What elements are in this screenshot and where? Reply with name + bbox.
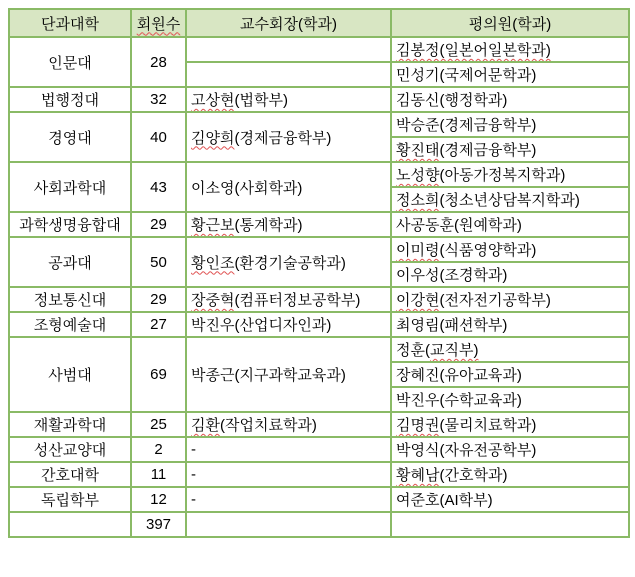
council-member-cell[interactable]	[391, 437, 629, 462]
misspelled-text: 황진태	[396, 142, 440, 159]
cell-text: (청소년상담복지학과)	[439, 192, 580, 209]
cell-text: 박영식(자유전공학부)	[396, 442, 537, 459]
council-member-cell[interactable]	[391, 37, 629, 62]
cell-text: 민성기(국제어문학과)	[396, 67, 537, 84]
chair-cell[interactable]	[186, 462, 391, 487]
member-count-cell[interactable]: 69	[131, 337, 186, 412]
chair-cell[interactable]	[186, 337, 391, 412]
table-header	[9, 9, 629, 37]
college-cell[interactable]: 공과대	[9, 237, 131, 287]
header-cell-council[interactable]	[391, 9, 629, 37]
college-cell[interactable]: 사회과학대	[9, 162, 131, 212]
cell-text: (물리치료학과)	[439, 417, 537, 434]
chair-cell[interactable]	[186, 87, 391, 112]
council-member-cell[interactable]	[391, 162, 629, 187]
council-member-cell[interactable]	[391, 112, 629, 137]
cell-text: -	[191, 441, 196, 458]
misspelled-text: 황혜남	[396, 467, 440, 484]
member-count-cell[interactable]: 29	[131, 287, 186, 312]
cell-text: -	[191, 491, 196, 508]
chair-cell[interactable]	[186, 237, 391, 287]
table-row	[9, 312, 629, 337]
cell-text: (간호학과)	[439, 467, 508, 484]
cell-text: (컴퓨터정보공학부)	[234, 292, 361, 309]
council-member-cell[interactable]	[391, 362, 629, 387]
cell-text: (작업치료학과)	[219, 417, 317, 434]
cell-text: -	[191, 466, 196, 483]
misspelled-text: 고상현	[191, 92, 235, 109]
table-row	[9, 412, 629, 437]
council-member-cell[interactable]	[391, 387, 629, 412]
council-member-cell[interactable]	[391, 137, 629, 162]
header-cell-member-count[interactable]	[131, 9, 186, 37]
table-row	[9, 37, 629, 62]
chair-cell[interactable]	[186, 437, 391, 462]
cell-text: (아동가정복지학과)	[439, 167, 566, 184]
council-member-cell[interactable]	[391, 412, 629, 437]
college-cell[interactable]: 인문대	[9, 37, 131, 87]
total-council-cell[interactable]	[391, 512, 629, 537]
chair-cell[interactable]	[186, 212, 391, 237]
cell-text: (법학부)	[234, 92, 288, 109]
misspelled-text: 김양희	[191, 129, 235, 147]
college-cell[interactable]: 사범대	[9, 337, 131, 412]
table-row	[9, 337, 629, 362]
chair-cell[interactable]	[186, 37, 391, 62]
cell-text: 여준호(AI학부)	[396, 492, 493, 509]
header-row	[9, 9, 629, 37]
cell-text: 박진우(수학교육과)	[396, 392, 522, 409]
header-cell-college[interactable]	[9, 9, 131, 37]
college-cell[interactable]: 간호대학	[9, 462, 131, 487]
misspelled-text: 이강현	[396, 292, 440, 309]
header-cell-chair[interactable]	[186, 9, 391, 37]
misspelled-text: 김환	[191, 417, 220, 434]
chair-cell[interactable]	[186, 312, 391, 337]
council-member-cell[interactable]	[391, 87, 629, 112]
misspelled-text: 정소희	[396, 192, 440, 209]
college-cell[interactable]: 정보통신대	[9, 287, 131, 312]
cell-text: 단과대학	[41, 15, 99, 33]
misspelled-text: 황인조	[191, 254, 235, 272]
total-chair-cell[interactable]	[186, 512, 391, 537]
cell-text: 정훈(	[396, 342, 430, 359]
college-cell[interactable]: 재활과학대	[9, 412, 131, 437]
council-member-cell[interactable]	[391, 462, 629, 487]
council-member-cell[interactable]	[391, 487, 629, 512]
total-college-cell[interactable]	[9, 512, 131, 537]
cell-text: 장혜진(유아교육과)	[396, 367, 522, 384]
faculty-council-table	[8, 8, 630, 538]
cell-text: (통계학과)	[234, 217, 303, 234]
misspelled-text: 이미령	[396, 242, 440, 259]
college-cell[interactable]: 조형예술대	[9, 312, 131, 337]
council-member-cell[interactable]	[391, 187, 629, 212]
misspelled-text: 황근보	[191, 217, 235, 234]
member-count-cell[interactable]: 27	[131, 312, 186, 337]
cell-text: (식품영양학과)	[439, 242, 537, 259]
misspelled-text: 노성향	[396, 167, 440, 184]
college-cell[interactable]: 법행정대	[9, 87, 131, 112]
council-member-cell[interactable]	[391, 262, 629, 287]
cell-text: (경제금융학부)	[439, 142, 537, 159]
chair-cell[interactable]	[186, 412, 391, 437]
cell-text: 김동신(행정학과)	[396, 92, 508, 109]
cell-text: 박종근(지구과학교육과)	[191, 367, 346, 384]
cell-text: (전자전기공학부)	[439, 292, 551, 309]
cell-text: 박승준(경제금융학부)	[396, 117, 537, 134]
cell-text: 박진우(산업디자인과)	[191, 317, 332, 334]
member-count-cell[interactable]: 25	[131, 412, 186, 437]
chair-cell[interactable]	[186, 112, 391, 162]
member-count-cell[interactable]: 40	[131, 112, 186, 162]
college-cell[interactable]: 독립학부	[9, 487, 131, 512]
cell-text: (환경기술공학과)	[234, 254, 346, 272]
member-count-cell[interactable]: 11	[131, 462, 186, 487]
table-row	[9, 112, 629, 137]
college-cell[interactable]: 과학생명융합대	[9, 212, 131, 237]
table-row	[9, 87, 629, 112]
council-member-cell[interactable]	[391, 287, 629, 312]
table-row	[9, 462, 629, 487]
council-member-cell[interactable]	[391, 237, 629, 262]
cell-text: (경제금융학부)	[234, 129, 332, 147]
member-count-cell[interactable]: 32	[131, 87, 186, 112]
cell-text: 이소영(사회학과)	[191, 179, 303, 197]
cell-text: 평의원(학과)	[468, 15, 552, 33]
total-count-cell[interactable]: 397	[131, 512, 186, 537]
council-member-cell[interactable]	[391, 62, 629, 87]
chair-cell[interactable]	[186, 62, 391, 87]
table-row	[9, 212, 629, 237]
cell-text: 이우성(조경학과)	[396, 267, 508, 284]
member-count-cell[interactable]: 12	[131, 487, 186, 512]
table-row	[9, 437, 629, 462]
misspelled-text: 교직부)	[429, 342, 479, 359]
misspelled-text: 김봉정(일본어일본학과)	[396, 42, 551, 59]
council-member-cell[interactable]	[391, 337, 629, 362]
misspelled-text: 장중혁	[191, 292, 235, 309]
table-row	[9, 162, 629, 187]
table-row	[9, 287, 629, 312]
table-body	[9, 37, 629, 537]
council-member-cell[interactable]	[391, 312, 629, 337]
table-row	[9, 487, 629, 512]
member-count-cell[interactable]: 2	[131, 437, 186, 462]
member-count-cell[interactable]: 29	[131, 212, 186, 237]
council-member-cell[interactable]	[391, 212, 629, 237]
cell-text: 교수회장(학과)	[240, 15, 337, 33]
table-row	[9, 237, 629, 262]
member-count-cell[interactable]: 50	[131, 237, 186, 287]
cell-text: 사공동훈(원예학과)	[396, 217, 522, 234]
cell-text: 최영림(패션학부)	[396, 317, 508, 334]
total-row	[9, 512, 629, 537]
college-cell[interactable]: 성산교양대	[9, 437, 131, 462]
member-count-cell[interactable]: 28	[131, 37, 186, 87]
chair-cell[interactable]	[186, 162, 391, 212]
chair-cell[interactable]	[186, 287, 391, 312]
misspelled-text: 김명권	[396, 417, 440, 434]
member-count-cell[interactable]: 43	[131, 162, 186, 212]
chair-cell[interactable]	[186, 487, 391, 512]
misspelled-text: 회원수	[136, 15, 181, 33]
college-cell[interactable]: 경영대	[9, 112, 131, 162]
